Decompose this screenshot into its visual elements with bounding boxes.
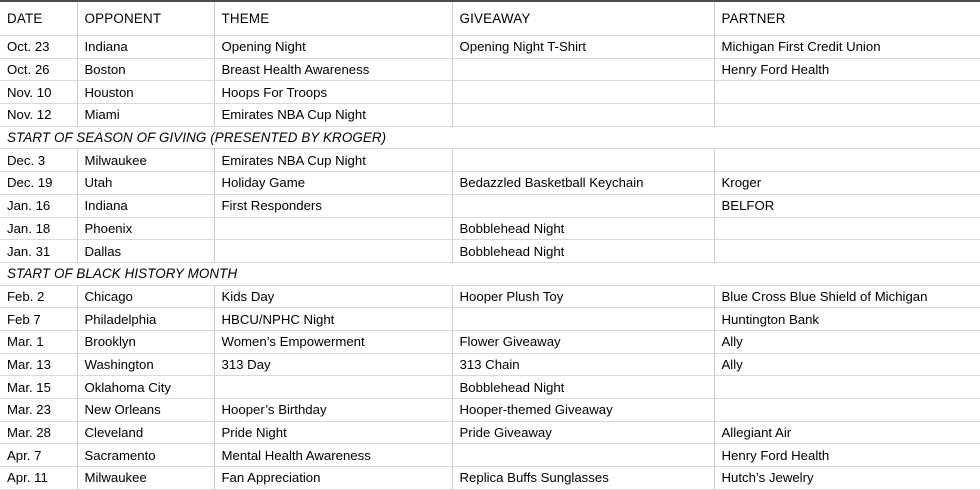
table-row [0, 172, 980, 195]
cell-opponent: Houston [77, 81, 214, 104]
cell-theme: Pride Night [214, 421, 452, 444]
cell-date: Mar. 1 [0, 330, 77, 353]
table-row [0, 399, 980, 422]
cell-theme: Holiday Game [214, 172, 452, 195]
cell-opponent: Philadelphia [77, 308, 214, 331]
cell-theme: 313 Day [214, 353, 452, 376]
cell-theme: Opening Night [214, 36, 452, 59]
table-row [0, 104, 980, 127]
cell-opponent: Chicago [77, 285, 214, 308]
cell-theme: Hoops For Troops [214, 81, 452, 104]
cell-date: Feb. 2 [0, 285, 77, 308]
cell-giveaway: Hooper-themed Giveaway [452, 399, 714, 422]
cell-giveaway [452, 444, 714, 467]
column-header-partner: PARTNER [714, 1, 980, 36]
cell-date: Nov. 10 [0, 81, 77, 104]
table-row [0, 444, 980, 467]
cell-opponent: Indiana [77, 36, 214, 59]
cell-giveaway [452, 58, 714, 81]
column-header-opponent: OPPONENT [77, 1, 214, 36]
cell-partner [714, 240, 980, 263]
cell-giveaway: Flower Giveaway [452, 330, 714, 353]
section-banner-row [0, 126, 980, 149]
cell-opponent: Brooklyn [77, 330, 214, 353]
cell-theme [214, 240, 452, 263]
table-row [0, 467, 980, 490]
cell-giveaway: Bobblehead Night [452, 376, 714, 399]
table-row [0, 308, 980, 331]
cell-theme: Kids Day [214, 285, 452, 308]
cell-giveaway: 313 Chain [452, 353, 714, 376]
column-header-theme: THEME [214, 1, 452, 36]
section-banner-label: START OF BLACK HISTORY MONTH [0, 262, 980, 285]
cell-giveaway: Replica Buffs Sunglasses [452, 467, 714, 490]
cell-date: Oct. 23 [0, 36, 77, 59]
cell-theme: Breast Health Awareness [214, 58, 452, 81]
section-banner-label: START OF SEASON OF GIVING (PRESENTED BY KROGER) [0, 126, 980, 149]
cell-giveaway: Bobblehead Night [452, 240, 714, 263]
cell-giveaway: Pride Giveaway [452, 421, 714, 444]
table-row [0, 81, 980, 104]
cell-theme: Women’s Empowerment [214, 330, 452, 353]
cell-opponent: Oklahoma City [77, 376, 214, 399]
table-row [0, 421, 980, 444]
cell-opponent: Phoenix [77, 217, 214, 240]
cell-opponent: Sacramento [77, 444, 214, 467]
cell-date: Jan. 18 [0, 217, 77, 240]
cell-giveaway [452, 81, 714, 104]
table-body [0, 36, 980, 490]
cell-date: Mar. 15 [0, 376, 77, 399]
table-row [0, 36, 980, 59]
cell-giveaway: Hooper Plush Toy [452, 285, 714, 308]
cell-date: Apr. 7 [0, 444, 77, 467]
cell-giveaway: Opening Night T-Shirt [452, 36, 714, 59]
cell-partner [714, 217, 980, 240]
cell-opponent: Cleveland [77, 421, 214, 444]
cell-opponent: Indiana [77, 194, 214, 217]
table-row [0, 353, 980, 376]
cell-partner [714, 376, 980, 399]
cell-partner: Ally [714, 330, 980, 353]
column-header-giveaway: GIVEAWAY [452, 1, 714, 36]
cell-partner: Michigan First Credit Union [714, 36, 980, 59]
section-banner-row [0, 262, 980, 285]
cell-date: Oct. 26 [0, 58, 77, 81]
cell-date: Mar. 23 [0, 399, 77, 422]
cell-partner [714, 149, 980, 172]
cell-opponent: Dallas [77, 240, 214, 263]
table-row [0, 376, 980, 399]
table-row [0, 194, 980, 217]
cell-theme: HBCU/NPHC Night [214, 308, 452, 331]
cell-partner: BELFOR [714, 194, 980, 217]
column-header-date: DATE [0, 1, 77, 36]
cell-giveaway: Bobblehead Night [452, 217, 714, 240]
cell-partner: Allegiant Air [714, 421, 980, 444]
table-row [0, 240, 980, 263]
cell-opponent: Boston [77, 58, 214, 81]
cell-date: Feb 7 [0, 308, 77, 331]
cell-partner: Ally [714, 353, 980, 376]
cell-partner [714, 399, 980, 422]
cell-theme: First Responders [214, 194, 452, 217]
cell-theme: Fan Appreciation [214, 467, 452, 490]
cell-giveaway [452, 194, 714, 217]
cell-partner: Huntington Bank [714, 308, 980, 331]
table-header-row [0, 1, 980, 36]
cell-opponent: Milwaukee [77, 467, 214, 490]
cell-partner: Kroger [714, 172, 980, 195]
cell-opponent: New Orleans [77, 399, 214, 422]
cell-giveaway: Bedazzled Basketball Keychain [452, 172, 714, 195]
cell-partner: Hutch’s Jewelry [714, 467, 980, 490]
cell-partner: Blue Cross Blue Shield of Michigan [714, 285, 980, 308]
cell-date: Apr. 11 [0, 467, 77, 490]
cell-partner [714, 104, 980, 127]
table-row [0, 285, 980, 308]
cell-date: Jan. 16 [0, 194, 77, 217]
cell-opponent: Miami [77, 104, 214, 127]
cell-theme: Emirates NBA Cup Night [214, 149, 452, 172]
cell-partner [714, 81, 980, 104]
cell-theme [214, 376, 452, 399]
cell-theme: Hooper’s Birthday [214, 399, 452, 422]
cell-opponent: Washington [77, 353, 214, 376]
cell-theme: Mental Health Awareness [214, 444, 452, 467]
cell-opponent: Milwaukee [77, 149, 214, 172]
table-row [0, 330, 980, 353]
cell-date: Dec. 3 [0, 149, 77, 172]
cell-partner: Henry Ford Health [714, 444, 980, 467]
table-row [0, 149, 980, 172]
cell-date: Dec. 19 [0, 172, 77, 195]
cell-date: Jan. 31 [0, 240, 77, 263]
table-header [0, 1, 980, 36]
cell-partner: Henry Ford Health [714, 58, 980, 81]
cell-date: Nov. 12 [0, 104, 77, 127]
cell-date: Mar. 28 [0, 421, 77, 444]
cell-giveaway [452, 149, 714, 172]
table-row [0, 217, 980, 240]
cell-theme: Emirates NBA Cup Night [214, 104, 452, 127]
cell-giveaway [452, 104, 714, 127]
cell-theme [214, 217, 452, 240]
cell-opponent: Utah [77, 172, 214, 195]
cell-giveaway [452, 308, 714, 331]
cell-date: Mar. 13 [0, 353, 77, 376]
table-row [0, 58, 980, 81]
